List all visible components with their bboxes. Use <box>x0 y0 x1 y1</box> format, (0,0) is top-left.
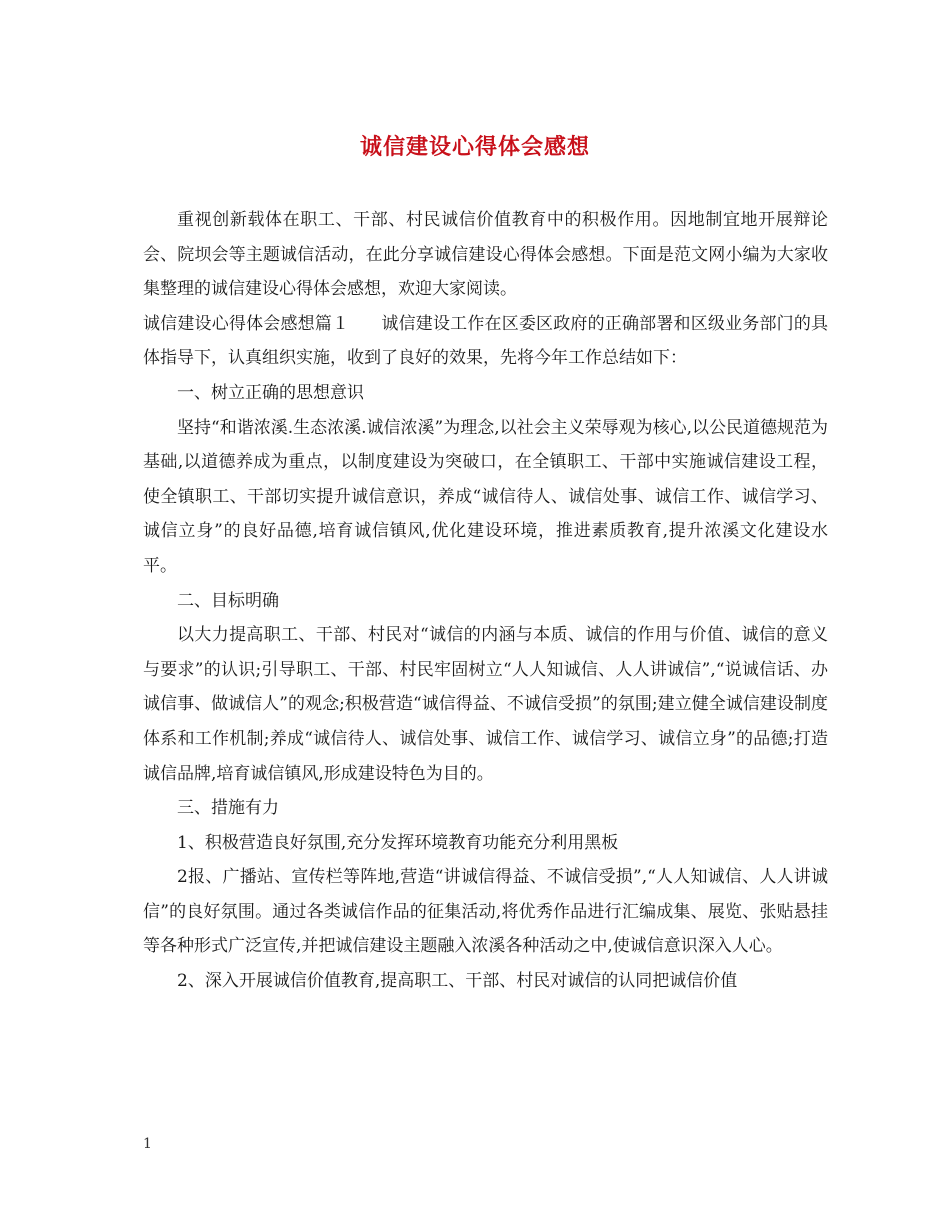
section-heading-2: 二、目标明确 <box>177 590 279 611</box>
section-body-1: 坚持“和谐浓溪.生态浓溪.诚信浓溪”为理念,以社会主义荣辱观为核心,以公民道德规范为基础,以道德养成为重点，以制度建设为突破口，在全镇职工、干部中实施诚信建设工程，使全镇职工、干部切实提升诚信意识，养成“诚信待人、诚信处事、诚信工作、诚信学习、诚信立身”的良好品德,培育诚信镇风,优化建设环境，推进素质教育,提升浓溪文化建设水平。 <box>143 417 828 576</box>
measure-1-body: 2报、广播站、宣传栏等阵地,营造“讲诚信得益、不诚信受损”,“人人知诚信、人人讲诚信”的良好氛围。通过各类诚信作品的征集活动,将优秀作品进行汇编成集、展览、张贴悬挂等各种形式广泛宣传,并把诚信建设主题融入浓溪各种活动之中,使诚信意识深入人心。 <box>143 867 828 957</box>
section-heading-1: 一、树立正确的思想意识 <box>177 382 364 403</box>
measure-2-title: 2、深入开展诚信价值教育,提高职工、干部、村民对诚信的认同把诚信价值 <box>177 971 738 992</box>
article-lead-text: 诚信建设工作在区委区政府的正确部署和区级业务部门的具体指导下，认真组织实施，收到了良好的效果，先将今年工作总结如下： <box>143 313 829 369</box>
intro-paragraph: 重视创新载体在职工、干部、村民诚信价值教育中的积极作用。因地制宜地开展辩论会、院坝会等主题诚信活动，在此分享诚信建设心得体会感想。下面是范文网小编为大家收集整理的诚信建设心得体会感想，欢迎大家阅读。 <box>143 210 828 300</box>
section-heading-3: 三、措施有力 <box>177 798 279 819</box>
page-number: 1 <box>143 1136 152 1152</box>
page-title: 诚信建设心得体会感想 <box>359 134 590 160</box>
article-lead-paragraph <box>143 307 828 376</box>
document-body <box>143 203 828 999</box>
measure-1-title: 1、积极营造良好氛围,充分发挥环境教育功能充分利用黑板 <box>177 832 619 853</box>
article-label: 诚信建设心得体会感想篇１ <box>143 313 350 334</box>
section-body-2: 以大力提高职工、干部、村民对“诚信的内涵与本质、诚信的作用与价值、诚信的意义与要求”的认识;引导职工、干部、村民牢固树立“人人知诚信、人人讲诚信”,“说诚信话、办诚信事、做诚信人”的观念;积极营造“诚信得益、不诚信受损”的氛围;建立健全诚信建设制度体系和工作机制;养成“诚信待人、诚信处事、诚信工作、诚信学习、诚信立身”的品德;打造诚信品牌,培育诚信镇风,形成建设特色为目的。 <box>143 625 828 784</box>
